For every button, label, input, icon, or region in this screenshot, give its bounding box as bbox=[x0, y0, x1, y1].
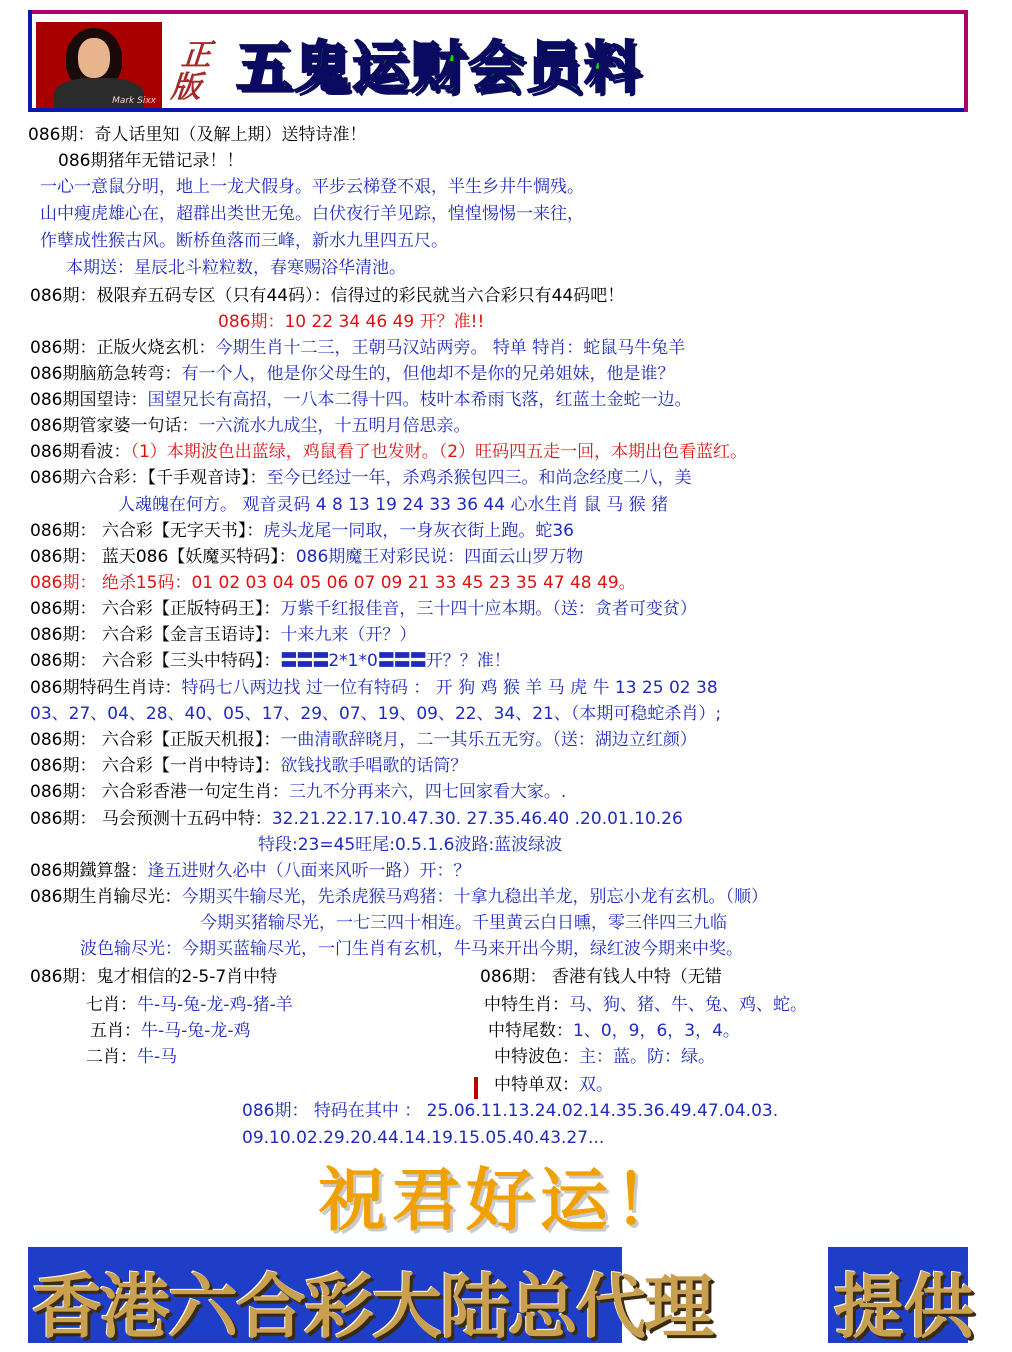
text-segment: 有一个人，他是你父母生的，但他却不是你的兄弟姐妹，他是谁？ bbox=[181, 364, 675, 384]
text-segment: 马、狗、猪、牛、兔、鸡、蛇。 bbox=[569, 995, 807, 1015]
text-line-l8 bbox=[218, 311, 484, 333]
good-luck-banner: 祝君好运！ bbox=[318, 1161, 689, 1241]
text-segment: 086期： 六合彩【正版天机报】： bbox=[30, 730, 281, 750]
page-title: 五鬼运财会员料 bbox=[236, 36, 642, 101]
text-segment: 086期：极限弃五码专区（只有44码）：信得过的彩民就当六合彩只有44码吧！ bbox=[30, 286, 625, 306]
text-line-l29 bbox=[30, 860, 470, 882]
frame-bottom bbox=[28, 108, 968, 112]
text-line-l3 bbox=[40, 176, 584, 198]
text-line-l19 bbox=[30, 598, 697, 620]
text-segment: 086期脑筋急转弯： bbox=[30, 364, 182, 384]
text-line-l33 bbox=[30, 966, 277, 988]
text-segment: 086期： 马会预测十五码中特： bbox=[30, 809, 272, 829]
text-line-l15 bbox=[118, 494, 668, 516]
text-segment: 2*1*0 bbox=[328, 651, 378, 671]
text-segment: 十来九来（开？） bbox=[280, 625, 417, 645]
text-segment: 特码七八两边找 过一位有特码 ： 开 狗 鸡 猴 羊 马 虎 牛 13 25 02 38 bbox=[181, 678, 718, 698]
text-segment: 086期： 绝杀15码：01 02 03 04 05 06 07 09 21 33 45 23 35 47 48 49。 bbox=[30, 573, 636, 593]
text-line-l9 bbox=[30, 337, 685, 359]
text-line-l10 bbox=[30, 363, 674, 385]
text-line-r4 bbox=[494, 1046, 715, 1068]
text-segment: 086期六合彩：【千手观音诗】： bbox=[30, 468, 267, 488]
text-segment: 〓〓〓 bbox=[280, 651, 329, 671]
text-line-l16 bbox=[30, 520, 574, 542]
text-segment: 086期： 六合彩【无字天书】： bbox=[30, 521, 264, 541]
text-line-r3 bbox=[488, 1020, 740, 1042]
text-segment: 牛-马 bbox=[137, 1047, 178, 1067]
text-segment: 086期看波： bbox=[30, 442, 131, 462]
portrait-photo bbox=[36, 22, 162, 108]
text-line-l34 bbox=[86, 994, 293, 1016]
text-segment: 一心一意鼠分明，地上一龙犬假身。平步云梯登不艰，半生乡井牛惆残。 bbox=[40, 177, 584, 197]
text-line-l13 bbox=[30, 441, 747, 463]
frame-left bbox=[28, 10, 32, 112]
text-segment: 086期： 六合彩【金言玉语诗】： bbox=[30, 625, 281, 645]
text-segment: 开？？准！ bbox=[425, 651, 511, 671]
text-line-l11 bbox=[30, 389, 691, 411]
frame-top bbox=[28, 10, 968, 14]
text-line-l7 bbox=[30, 285, 624, 307]
text-line-l23 bbox=[30, 703, 721, 725]
text-segment: 三九不分再来六，四七回家看大家。. bbox=[288, 782, 567, 802]
text-segment: 中特生肖： bbox=[484, 995, 569, 1015]
text-segment: 086期：鬼才相信的2-5-7肖中特 bbox=[30, 967, 278, 987]
text-segment: 32.21.22.17.10.47.30. 27.35.46.40 .20.01.10.26 bbox=[271, 809, 683, 829]
text-line-l31 bbox=[200, 912, 727, 934]
logo-watermark: Mark Sixx bbox=[112, 96, 156, 106]
footer-provide-text: 提供 bbox=[834, 1265, 974, 1348]
text-line-l12 bbox=[30, 415, 470, 437]
text-segment: 086期猪年无错记录！！ bbox=[58, 151, 244, 171]
text-line-l2 bbox=[58, 150, 243, 172]
text-segment: 086期管家婆一句话： bbox=[30, 416, 199, 436]
text-line-l18 bbox=[30, 572, 636, 594]
text-segment: 人魂魄在何方。 观音灵码 4 8 13 19 24 33 36 44 心水生肖 鼠 马 猴 猪 bbox=[118, 495, 669, 515]
text-segment: 万紫千红报佳音，三十四十应本期。（送：贪者可变贫） bbox=[280, 599, 697, 619]
text-segment: 双。 bbox=[579, 1075, 613, 1095]
text-line-l21 bbox=[30, 650, 511, 672]
text-segment: 五肖： bbox=[90, 1021, 141, 1041]
red-marker bbox=[474, 1077, 478, 1099]
text-segment: 主：蓝。防：绿。 bbox=[579, 1047, 715, 1067]
footer-banner bbox=[28, 1247, 974, 1348]
text-segment: 欲钱找歌手唱歌的话筒？ bbox=[280, 756, 468, 776]
text-segment: 03、27、04、28、40、05、17、29、07、19、09、22、34、21、（本期可稳蛇杀肖）; bbox=[30, 704, 722, 724]
text-line-l32 bbox=[80, 938, 743, 960]
text-line-l25 bbox=[30, 755, 467, 777]
frame-right bbox=[964, 10, 968, 112]
text-segment: 086期： 特码在其中 ： 25.06.11.13.24.02.14.35.36.49.47.04.03. bbox=[242, 1101, 779, 1121]
text-segment: 086期：奇人话里知（及解上期）送特诗准！ bbox=[28, 125, 367, 145]
text-line-l5 bbox=[40, 230, 448, 252]
text-segment: 山中瘦虎雄心在，超群出类世无兔。白伏夜行羊见踪，惶惶惕惕一来往， bbox=[40, 204, 584, 224]
text-segment: 086期： 六合彩【三头中特码】： bbox=[30, 651, 281, 671]
text-segment: 今期买猪输尽光，一七三四十相连。千里黄云白日曛，零三伴四三九临 bbox=[200, 913, 727, 933]
text-segment: 086期： 六合彩香港一句定生肖： bbox=[30, 782, 289, 802]
text-line-l14 bbox=[30, 467, 691, 489]
text-segment: 牛-马-兔-龙-鸡 bbox=[141, 1021, 251, 1041]
text-line-l35 bbox=[90, 1020, 251, 1042]
footer-agent-text: 香港六合彩大陆总代理 bbox=[32, 1265, 712, 1348]
text-segment: 虎头龙尾一同取，一身灰衣街上跑。蛇36 bbox=[263, 521, 574, 541]
text-segment: 中特单双： bbox=[494, 1075, 579, 1095]
text-segment: 086期： 六合彩【一肖中特诗】： bbox=[30, 756, 281, 776]
text-segment: 中特波色： bbox=[494, 1047, 579, 1067]
text-line-l20 bbox=[30, 624, 416, 646]
text-segment: 1、0，9，6，3，4。 bbox=[573, 1021, 740, 1041]
text-line-r5 bbox=[494, 1074, 613, 1096]
text-segment: 本期送：星辰北斗粒粒数，春寒赐浴华清池。 bbox=[66, 258, 406, 278]
zhengban-mark: 正版 bbox=[167, 38, 220, 105]
text-line-l36 bbox=[86, 1046, 177, 1068]
text-line-r1 bbox=[480, 966, 722, 988]
text-line-l27 bbox=[30, 808, 683, 830]
text-segment: 086期： 香港有钱人中特（无错 bbox=[480, 967, 722, 987]
text-line-l22 bbox=[30, 677, 718, 699]
text-segment: 作孽成性猴古风。断桥鱼落而三峰，新水九里四五尺。 bbox=[40, 231, 448, 251]
text-segment: 一六流水九成尘，十五明月倍思亲。 bbox=[198, 416, 471, 436]
text-segment: 086期生肖输尽光： bbox=[30, 887, 182, 907]
text-segment: 一曲清歌辞晓月，二一其乐五无穷。（送：湖边立红颜） bbox=[280, 730, 697, 750]
text-segment: 09.10.02.29.20.44.14.19.15.05.40.43.27... bbox=[242, 1128, 605, 1148]
text-segment: 086期魔王对彩民说：四面云山罗万物 bbox=[295, 547, 584, 567]
text-segment: （1）本期波色出蓝绿，鸡鼠看了也发财。（2）旺码四五走一回，本期出色看蓝红。 bbox=[130, 442, 748, 462]
text-line-l1 bbox=[28, 124, 366, 146]
text-segment: 中特尾数： bbox=[488, 1021, 573, 1041]
text-segment: 086期：10 22 34 46 49 开？准!! bbox=[218, 312, 485, 332]
text-line-l38 bbox=[242, 1127, 604, 1149]
text-segment: 七肖： bbox=[86, 995, 137, 1015]
text-segment: 086期： 蓝天086【妖魔买特码】： bbox=[30, 547, 296, 567]
text-segment: 今期买牛输尽光，先杀虎猴马鸡猪：十拿九稳出羊龙，别忘小龙有玄机。（顺） bbox=[181, 887, 768, 907]
text-line-l4 bbox=[40, 203, 584, 225]
text-segment: 086期鐵算盤： bbox=[30, 861, 148, 881]
text-segment: 〓〓〓 bbox=[377, 651, 426, 671]
text-segment: 086期： 六合彩【正版特码王】： bbox=[30, 599, 281, 619]
text-line-l6 bbox=[66, 257, 406, 279]
header-banner bbox=[28, 10, 968, 114]
text-segment: 牛-马-兔-龙-鸡-猪-羊 bbox=[137, 995, 293, 1015]
text-line-l26 bbox=[30, 781, 566, 803]
text-segment: 086期：正版火烧玄机： bbox=[30, 338, 216, 358]
text-segment: 国望兄长有高招，一八本二得十四。枝叶本希雨飞落，红蓝土金蛇一边。 bbox=[147, 390, 692, 410]
text-line-l37 bbox=[242, 1100, 778, 1122]
text-segment: 波色输尽光：今期买蓝输尽光，一门生肖有玄机，牛马来开出今期，绿红波今期来中奖。 bbox=[80, 939, 743, 959]
text-segment: 086期特码生肖诗： bbox=[30, 678, 182, 698]
text-line-l30 bbox=[30, 886, 768, 908]
text-line-l24 bbox=[30, 729, 697, 751]
text-segment: 特段:23=45旺尾:0.5.1.6波路:蓝波绿波 bbox=[258, 835, 563, 855]
text-segment: 086期国望诗： bbox=[30, 390, 148, 410]
text-line-l28 bbox=[258, 834, 562, 856]
text-line-l17 bbox=[30, 546, 583, 568]
text-segment: 二肖： bbox=[86, 1047, 137, 1067]
text-segment: 至今已经过一年，杀鸡杀猴包四三。和尚念经度二八，美 bbox=[266, 468, 692, 488]
text-line-r2 bbox=[484, 994, 807, 1016]
text-segment: 今期生肖十二三，王朝马汉站两旁。 特单 特肖：蛇鼠马牛兔羊 bbox=[215, 338, 686, 358]
text-segment: 逢五进财久必中（八面来风听一路）开：？ bbox=[147, 861, 471, 881]
